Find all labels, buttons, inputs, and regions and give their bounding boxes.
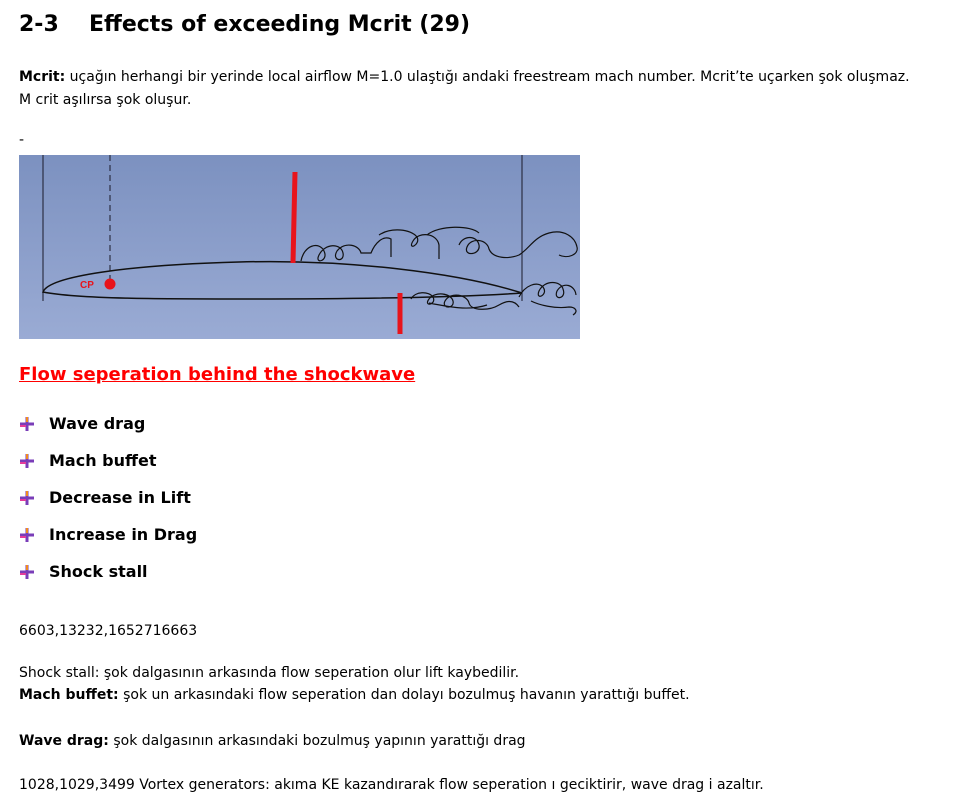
list-item	[19, 486, 197, 523]
figure-background	[19, 155, 580, 339]
section-title: Effects of exceeding Mcrit (29)	[89, 12, 471, 37]
airfoil-figure	[19, 155, 580, 339]
list-item-label: Wave drag	[49, 414, 146, 433]
cp-marker	[105, 279, 116, 290]
wave-drag-note	[19, 730, 526, 753]
mcrit-definition-text: uçağın herhangi bir yerinde local airflow M=1.0 ulaştığı andaki freestream mach number. Mcrit’te uçarken şok oluşmaz.	[65, 69, 910, 85]
cross-bullet-icon	[19, 490, 35, 506]
mach-buffet-text: şok un arkasındaki flow seperation dan dolayı bozulmuş havanın yarattığı buffet.	[118, 687, 690, 703]
cross-bullet-icon	[19, 453, 35, 469]
mcrit-definition	[19, 66, 910, 89]
cross-bullet-icon	[19, 416, 35, 432]
mach-buffet-note	[19, 684, 690, 707]
reference-numbers: 6603,13232,1652716663	[19, 623, 198, 639]
list-item-label: Decrease in Lift	[49, 488, 191, 507]
list-item-label: Mach buffet	[49, 451, 157, 470]
mach-buffet-label: Mach buffet:	[19, 687, 119, 703]
section-number: 2-3	[19, 12, 59, 37]
list-item-label: Shock stall	[49, 562, 148, 581]
shock-stall-note: Shock stall: şok dalgasının arkasında flow seperation olur lift kaybedilir.	[19, 665, 520, 681]
cross-bullet-icon	[19, 564, 35, 580]
mcrit-definition-line2: M crit aşılırsa şok oluşur.	[19, 92, 192, 108]
cross-bullet-icon	[19, 527, 35, 543]
wave-drag-label: Wave drag:	[19, 733, 109, 749]
cp-label: CP	[80, 280, 94, 291]
list-item	[19, 523, 197, 560]
effects-list	[19, 412, 197, 597]
upper-shock-wave	[293, 172, 295, 263]
wave-drag-text: şok dalgasının arkasındaki bozulmuş yapının yarattığı drag	[108, 733, 526, 749]
dash-marker: -	[19, 132, 25, 148]
section-heading	[19, 12, 470, 37]
mcrit-label: Mcrit:	[19, 69, 66, 85]
list-item-label: Increase in Drag	[49, 525, 198, 544]
list-item	[19, 412, 197, 449]
vortex-generators-note: 1028,1029,3499 Vortex generators: akıma KE kazandırarak flow seperation ı geciktirir, wave drag i azaltır.	[19, 777, 764, 793]
list-item	[19, 449, 197, 486]
flow-separation-subheading: Flow seperation behind the shockwave	[19, 364, 416, 385]
list-item	[19, 560, 197, 597]
